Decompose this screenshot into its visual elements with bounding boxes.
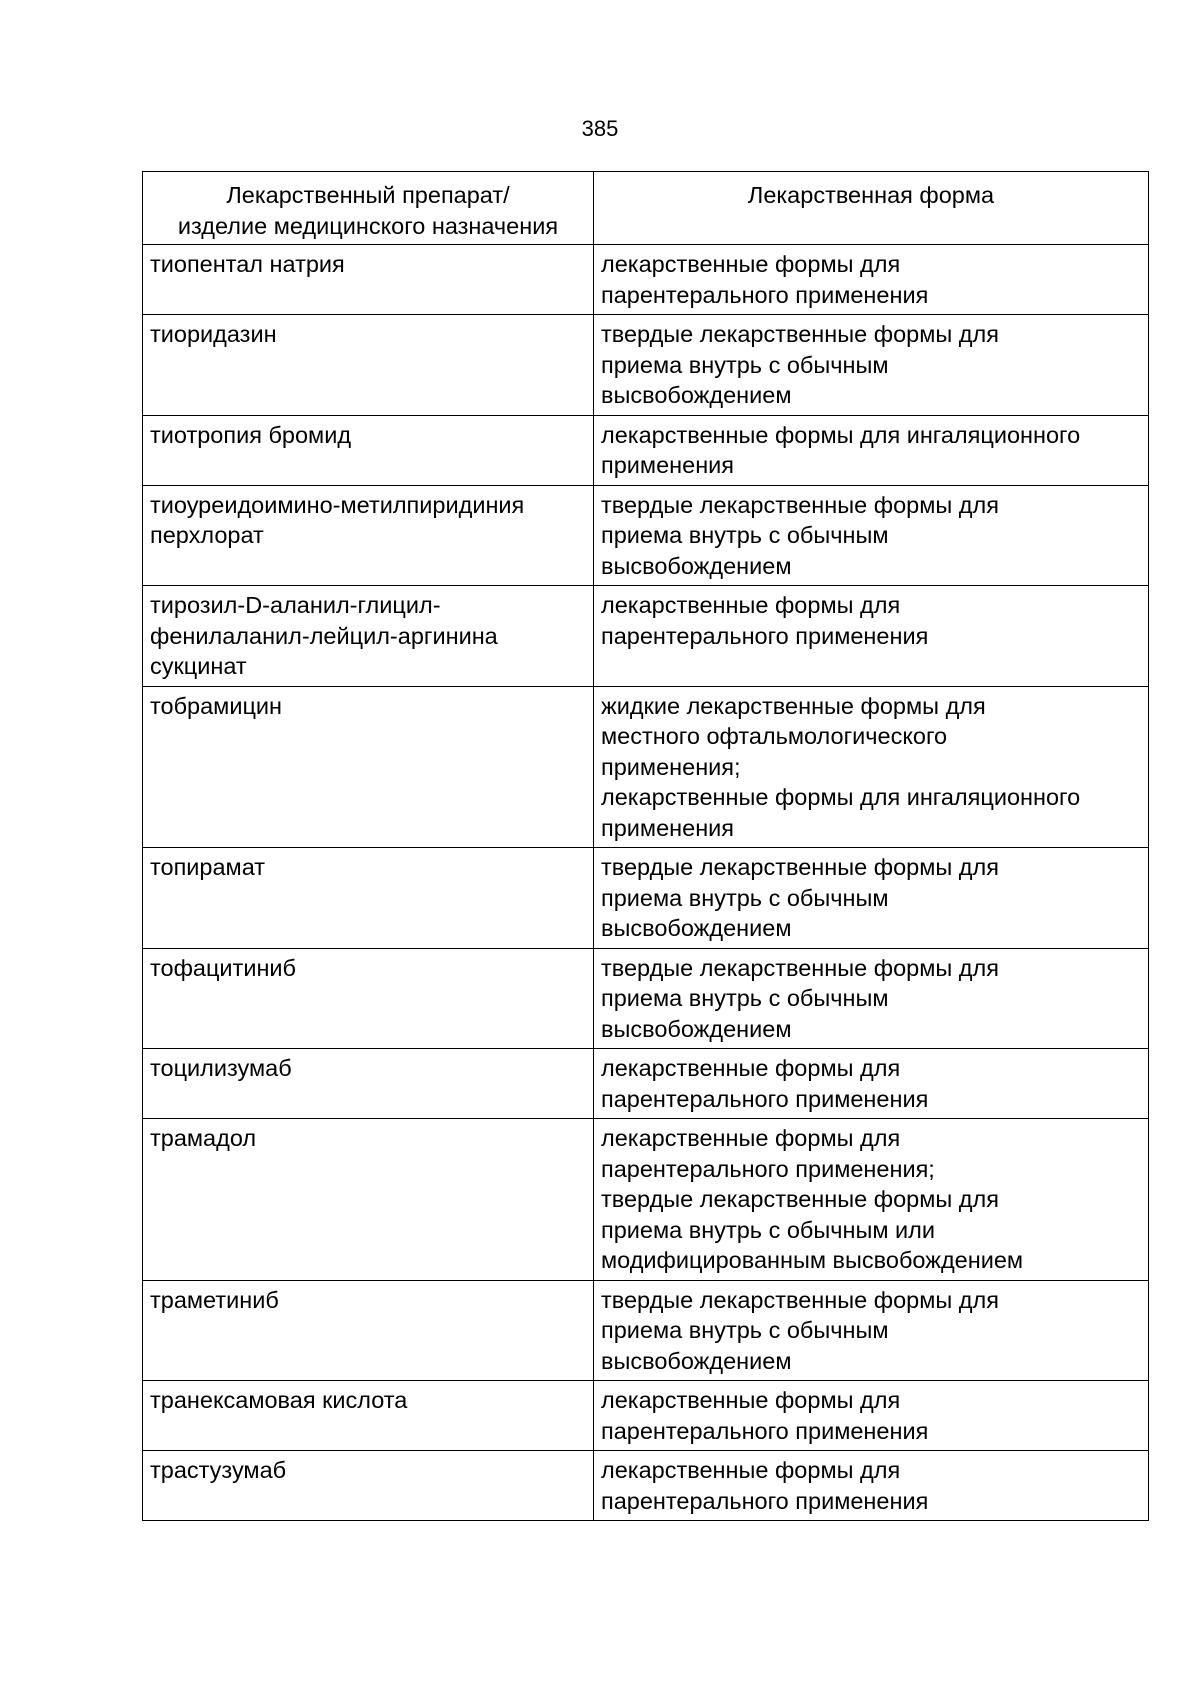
header-drug-line: изделие медицинского назначения [177, 212, 559, 239]
cell-form [594, 586, 1149, 687]
table-row [143, 1119, 1149, 1281]
cell-drug-line: топирамат [150, 854, 266, 880]
cell-form [594, 315, 1149, 416]
cell-form-line: приема внутрь с обычным [601, 522, 889, 548]
table-header-row [143, 172, 1149, 245]
cell-drug [143, 586, 594, 687]
cell-drug [143, 1280, 594, 1381]
cell-drug-line: трамадол [150, 1125, 257, 1151]
cell-form-line: твердые лекарственные формы для [601, 854, 999, 880]
table-row [143, 686, 1149, 848]
cell-drug [143, 1451, 594, 1521]
cell-form-line: приема внутрь с обычным [601, 884, 889, 911]
cell-form-line: лекарственные формы для ингаляционного [601, 784, 1081, 810]
cell-form [594, 1049, 1149, 1119]
table-row [143, 315, 1149, 416]
cell-form-line: применения; [601, 753, 741, 780]
cell-form-line: парентерального применения [601, 622, 929, 649]
cell-form [594, 245, 1149, 315]
table-row [143, 415, 1149, 485]
cell-drug [143, 315, 594, 416]
cell-form-line: приема внутрь с обычным [601, 351, 889, 378]
cell-form-line: парентерального применения [601, 1085, 929, 1112]
cell-drug [143, 485, 594, 586]
cell-drug [143, 948, 594, 1049]
cell-form [594, 415, 1149, 485]
cell-form-line: жидкие лекарственные формы для [601, 692, 986, 719]
cell-drug [143, 848, 594, 949]
cell-form-line: твердые лекарственные формы для [601, 491, 999, 518]
cell-form [594, 848, 1149, 949]
table-row [143, 1049, 1149, 1119]
cell-form-line: высвобождением [601, 552, 792, 579]
cell-drug [143, 415, 594, 485]
table-row [143, 848, 1149, 949]
header-drug [143, 172, 594, 245]
cell-form-line: модифицированным высвобождением [601, 1247, 1024, 1273]
cell-drug [143, 1119, 594, 1281]
cell-form-line: парентерального применения [601, 1417, 929, 1444]
cell-drug-line: тоцилизумаб [150, 1055, 292, 1081]
table-row [143, 948, 1149, 1049]
cell-form-line: применения [601, 814, 735, 841]
cell-form-line: применения [601, 452, 735, 478]
cell-form [594, 948, 1149, 1049]
cell-form [594, 1381, 1149, 1451]
cell-drug-line: тиопентал натрия [150, 251, 345, 277]
cell-form [594, 1119, 1149, 1281]
cell-form-line: лекарственные формы для [601, 1125, 901, 1151]
table-row [143, 1381, 1149, 1451]
cell-form-line: приема внутрь с обычным или [601, 1216, 936, 1243]
table-row [143, 586, 1149, 687]
cell-form-line: лекарственные формы для [601, 1457, 901, 1483]
cell-form [594, 1451, 1149, 1521]
cell-form [594, 1280, 1149, 1381]
table-body [143, 245, 1149, 1521]
cell-form-line: высвобождением [601, 915, 792, 941]
cell-form [594, 686, 1149, 848]
cell-form-line: приема внутрь с обычным [601, 985, 889, 1011]
cell-drug-line: тобрамицин [150, 692, 283, 719]
cell-form-line: парентерального применения [601, 1487, 929, 1514]
cell-drug [143, 1381, 594, 1451]
cell-form-line: лекарственные формы для ингаляционного [601, 421, 1081, 448]
cell-drug-line: траметиниб [150, 1286, 279, 1313]
cell-form-line: высвобождением [601, 1015, 792, 1042]
cell-drug-line: фенилаланил-лейцил-аргинина [150, 622, 498, 649]
cell-form-line: твердые лекарственные формы для [601, 321, 999, 347]
cell-drug-line: транексамовая кислота [150, 1387, 408, 1413]
drug-table [142, 171, 1149, 1521]
table-row [143, 1451, 1149, 1521]
cell-form-line: твердые лекарственные формы для [601, 954, 999, 981]
cell-drug-line: трастузумаб [150, 1457, 287, 1483]
cell-drug [143, 245, 594, 315]
cell-form-line: приема внутрь с обычным [601, 1317, 889, 1343]
cell-drug-line: перхлорат [150, 522, 264, 548]
cell-drug-line: тофацитиниб [150, 954, 297, 981]
cell-drug-line: тиоуреидоимино-метилпиридиния [150, 491, 525, 518]
cell-drug [143, 686, 594, 848]
header-form [594, 172, 1149, 245]
cell-form-line: высвобождением [601, 382, 792, 408]
cell-form-line: местного офтальмологического [601, 723, 948, 749]
cell-drug-line: тиоридазин [150, 321, 277, 347]
cell-drug-line: сукцинат [150, 653, 247, 679]
cell-form [594, 485, 1149, 586]
cell-form-line: парентерального применения; [601, 1155, 935, 1182]
cell-form-line: лекарственные формы для [601, 1387, 901, 1413]
cell-form-line: лекарственные формы для [601, 1055, 901, 1081]
table-row [143, 485, 1149, 586]
page-number: 385 [581, 116, 619, 141]
cell-form-line: твердые лекарственные формы для [601, 1186, 999, 1212]
cell-drug [143, 1049, 594, 1119]
header-drug-line: Лекарственный препарат/ [226, 182, 510, 208]
cell-form-line: лекарственные формы для [601, 592, 901, 618]
cell-form-line: лекарственные формы для [601, 251, 901, 277]
table-row [143, 245, 1149, 315]
table-row [143, 1280, 1149, 1381]
cell-form-line: высвобождением [601, 1347, 792, 1374]
cell-form-line: парентерального применения [601, 281, 929, 308]
cell-drug-line: тирозил-D-аланил-глицил- [150, 592, 441, 618]
header-form-line: Лекарственная форма [747, 182, 995, 208]
cell-drug-line: тиотропия бромид [150, 421, 352, 448]
cell-form-line: твердые лекарственные формы для [601, 1286, 999, 1313]
